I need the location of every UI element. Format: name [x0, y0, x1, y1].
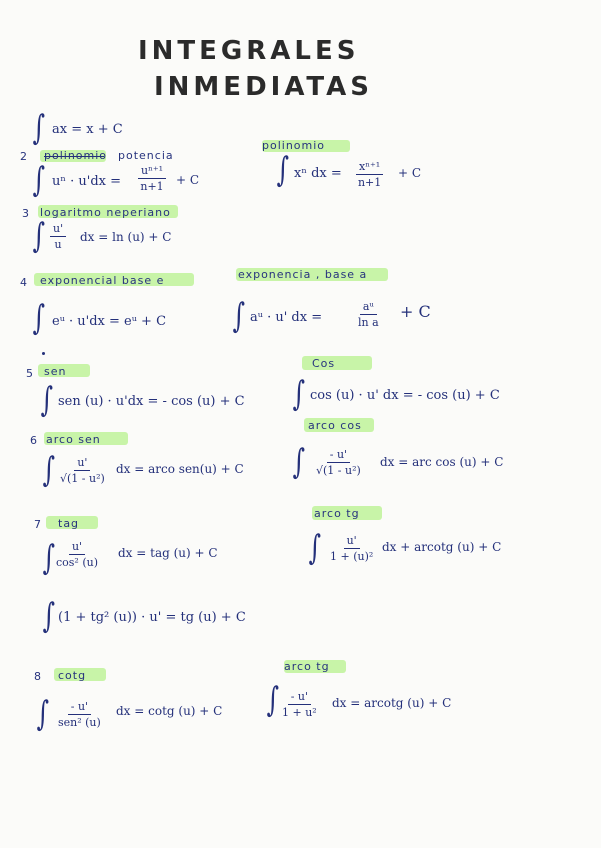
formula: eᵘ · u'dx = eᵘ + C: [52, 314, 167, 329]
denominator: n+1: [357, 176, 382, 189]
formula-tail: dx = cotg (u) + C: [116, 704, 223, 718]
integral-sign: ∫: [40, 380, 54, 420]
numerator: - u': [327, 448, 350, 463]
section-number: 5: [26, 367, 34, 380]
numerator: aᵘ: [360, 300, 377, 315]
integral-sign: ∫: [32, 160, 46, 200]
struck-label: polinomio: [44, 149, 108, 162]
section-label: polinomio: [262, 139, 326, 152]
formula-tail: dx = ln (u) + C: [80, 230, 172, 244]
numerator: u': [50, 222, 66, 237]
formula-tail: dx = arco sen(u) + C: [116, 462, 244, 476]
numerator: u': [69, 540, 85, 555]
integral-sign: ∫: [42, 450, 56, 490]
fraction: [282, 690, 317, 719]
formula-tail: dx = arc cos (u) + C: [380, 455, 504, 469]
integral-sign: ∫: [42, 596, 56, 636]
section-number: 7: [34, 518, 42, 531]
section-label: arco sen: [46, 433, 101, 446]
numerator: u': [74, 456, 90, 471]
formula-tail: dx + arcotg (u) + C: [382, 540, 502, 554]
section-number: 6: [30, 434, 38, 447]
denominator: ln a: [358, 316, 379, 329]
fraction: [56, 540, 98, 569]
denominator: sen² (u): [58, 716, 101, 729]
title-line-2: INMEDIATAS: [154, 72, 373, 102]
section-label: cotg: [58, 669, 87, 682]
fraction: [356, 160, 383, 189]
integral-sign: ∫: [292, 374, 306, 414]
strike-line: [44, 156, 104, 157]
fraction: [358, 300, 379, 329]
denominator: 1 + (u)²: [330, 550, 374, 563]
numerator: xⁿ⁺¹: [356, 160, 383, 175]
section-number: 4: [20, 276, 28, 289]
numerator: uⁿ⁺¹: [138, 164, 166, 179]
section-label: logaritmo neperiano: [40, 206, 171, 219]
numerator: - u': [68, 700, 91, 715]
denominator: √(1 - u²): [316, 464, 361, 477]
numerator: - u': [288, 690, 311, 705]
section-label: arco tg: [314, 507, 360, 520]
integral-sign: ∫: [32, 298, 46, 338]
formula-tail: dx = tag (u) + C: [118, 546, 218, 560]
fraction: [50, 222, 66, 251]
integral-sign: ∫: [232, 296, 246, 336]
denominator: 1 + u²: [282, 706, 317, 719]
section-label: tag: [58, 517, 80, 530]
integrand: uⁿ · u'dx =: [52, 174, 122, 189]
integral-sign: ∫: [292, 442, 306, 482]
integral-sign: ∫: [42, 538, 56, 578]
integral-sign: ∫: [308, 528, 322, 568]
denominator: cos² (u): [56, 556, 99, 569]
integral-sign: ∫: [32, 108, 46, 148]
pen-dot: [42, 352, 45, 355]
section-label: arco cos: [308, 419, 362, 432]
fraction: [138, 164, 166, 193]
section-number: 3: [22, 207, 30, 220]
section-label: sen: [44, 365, 67, 378]
section-label: potencia: [118, 149, 174, 162]
formula-second: (1 + tg² (u)) · u' = tg (u) + C: [58, 610, 246, 625]
fraction: [316, 448, 361, 477]
section-number: 8: [34, 670, 42, 683]
fraction: [58, 700, 101, 729]
section-label: exponencia , base a: [238, 268, 368, 281]
section-label: exponencial base e: [40, 274, 165, 287]
formula-tail: + C: [176, 173, 200, 187]
formula: sen (u) · u'dx = - cos (u) + C: [58, 394, 245, 409]
denominator: √(1 - u²): [60, 472, 105, 485]
section-number: 2: [20, 150, 28, 163]
integral-sign: ∫: [36, 694, 50, 734]
fraction: [60, 456, 105, 485]
title-line-1: INTEGRALES: [138, 36, 360, 66]
denominator: u: [54, 238, 62, 251]
denominator: n+1: [140, 180, 164, 193]
integrand: aᵘ · u' dx =: [250, 310, 323, 325]
integral-sign: ∫: [276, 150, 290, 190]
formula-basic: ax = x + C: [52, 122, 123, 137]
formula: cos (u) · u' dx = - cos (u) + C: [310, 388, 500, 403]
integrand: xⁿ dx =: [294, 166, 342, 181]
numerator: u': [344, 534, 360, 549]
integral-sign: ∫: [266, 680, 280, 720]
section-label: Cos: [312, 357, 336, 370]
section-label: arco tg: [284, 660, 330, 673]
formula-tail: dx = arcotg (u) + C: [332, 696, 452, 710]
formula-tail: + C: [398, 166, 422, 180]
integral-sign: ∫: [32, 216, 46, 256]
formula-tail: + C: [400, 302, 431, 321]
fraction: [330, 534, 373, 563]
